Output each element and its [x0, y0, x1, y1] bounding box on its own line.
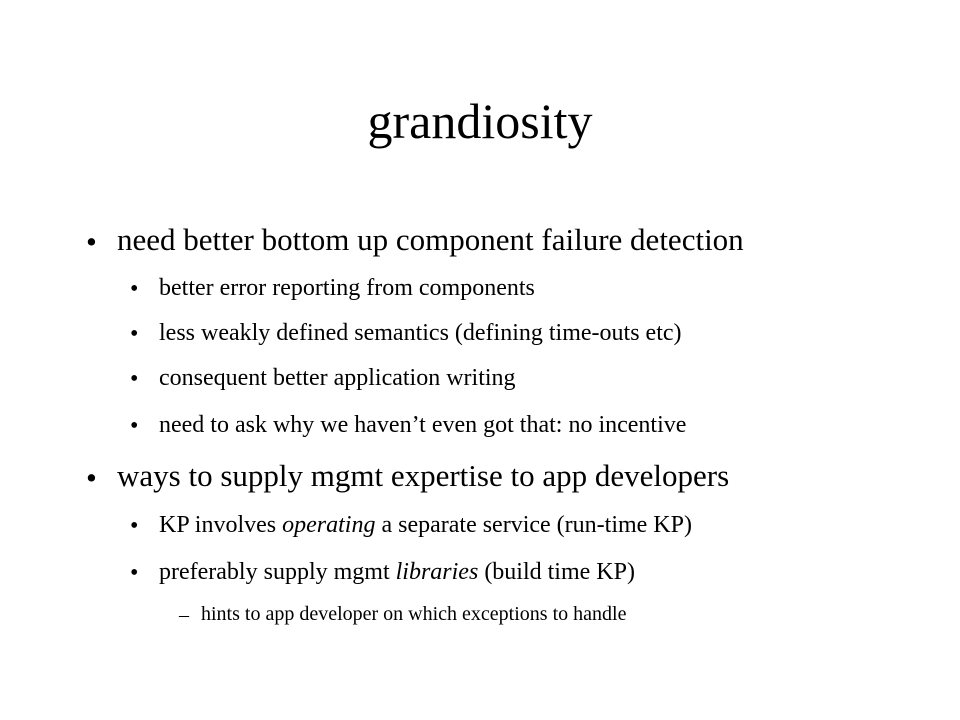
sub-bullet-icon: • [130, 276, 139, 302]
slide-title: grandiosity [367, 93, 593, 149]
sub-bullet-icon: • [130, 321, 139, 347]
bullet-icon: • [86, 460, 97, 495]
emphasis-text: libraries [395, 559, 479, 585]
text-run: a separate service (run-time KP) [375, 512, 692, 538]
sub-bullet-icon: • [130, 560, 139, 586]
sub-bullet-text [159, 560, 635, 584]
sub-bullet-text: need to ask why we haven’t even got that: no incentive [159, 412, 687, 438]
sub-sub-bullet-text: hints to app developer on which exceptions to handle [201, 603, 627, 625]
sub-bullet-text: less weakly defined semantics (defining time-outs etc) [159, 320, 682, 346]
sub-bullet-text: consequent better application writing [159, 365, 516, 391]
text-run: (build time KP) [478, 559, 635, 585]
text-run: KP involves [159, 512, 283, 538]
sub-bullet-text [159, 513, 692, 537]
text-run: preferably supply mgmt [159, 559, 396, 585]
sub-bullet-icon: • [130, 513, 139, 539]
sub-bullet-icon: • [130, 366, 139, 392]
sub-bullet-icon: • [130, 413, 139, 439]
bullet-text: need better bottom up component failure detection [117, 222, 744, 257]
bullet-icon: • [86, 224, 97, 259]
emphasis-text: operating [282, 512, 376, 538]
dash-icon: – [179, 604, 189, 626]
sub-bullet-text: better error reporting from components [159, 275, 535, 301]
bullet-text: ways to supply mgmt expertise to app developers [117, 458, 730, 493]
